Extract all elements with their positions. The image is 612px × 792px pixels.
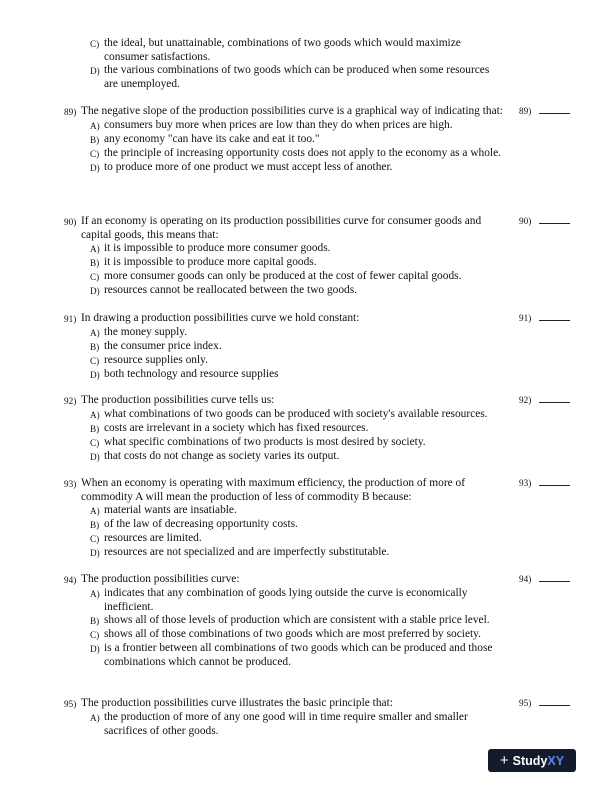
option-letter: C) <box>90 629 100 640</box>
option-letter: D) <box>90 285 100 296</box>
option-item <box>90 408 604 422</box>
option-item <box>90 256 604 270</box>
option-text: more consumer goods can only be produced at the cost of fewer capital goods. <box>104 270 462 283</box>
answer-label: 93) <box>519 478 532 488</box>
option-item <box>90 518 604 532</box>
option-letter: B) <box>90 134 100 145</box>
plus-icon: + <box>499 752 509 769</box>
option-text: the consumer price index. <box>104 340 222 353</box>
question-90 <box>64 215 604 299</box>
question-text: In drawing a production possibilities curve we hold constant: <box>81 312 360 324</box>
option-item <box>90 546 604 560</box>
answer-label: 89) <box>519 106 532 116</box>
question-95 <box>64 697 604 738</box>
option-letter: C) <box>90 271 100 282</box>
answer-line[interactable] <box>539 477 570 486</box>
question-number: 90) <box>64 216 77 227</box>
option-letter: D) <box>90 65 100 76</box>
option-item <box>90 711 604 738</box>
answer-label: 95) <box>519 698 532 708</box>
question-89 <box>64 105 604 175</box>
question-text: The production possibilities curve illustrates the basic principle that: <box>81 697 393 709</box>
option-text: what specific combinations of two products is most desired by society. <box>104 436 426 449</box>
option-item <box>90 37 510 64</box>
option-letter: B) <box>90 615 100 626</box>
option-item <box>90 532 604 546</box>
answer-blank[interactable] <box>519 394 570 405</box>
answer-line[interactable] <box>539 312 570 321</box>
logo-text: Study <box>512 753 548 768</box>
option-item <box>90 242 604 256</box>
option-item <box>90 628 604 642</box>
option-letter: C) <box>90 533 100 544</box>
option-text: what combinations of two goods can be produced with society's available resources. <box>104 408 488 421</box>
option-letter: D) <box>90 643 100 654</box>
question-text: The production possibilities curve tells us: <box>81 394 275 406</box>
option-text: resources are not specialized and are imperfectly substitutable. <box>104 546 390 559</box>
question-number: 94) <box>64 574 77 585</box>
answer-blank[interactable] <box>519 477 570 488</box>
option-text: resources cannot be reallocated between the two goods. <box>104 284 358 297</box>
answer-blank[interactable] <box>519 697 570 708</box>
option-letter: A) <box>90 409 100 420</box>
option-letter: C) <box>90 437 100 448</box>
answer-label: 92) <box>519 395 532 405</box>
option-text: material wants are insatiable. <box>104 504 237 517</box>
option-item <box>90 340 604 354</box>
option-letter: A) <box>90 588 100 599</box>
option-item <box>90 450 604 464</box>
answer-label: 94) <box>519 574 532 584</box>
option-text: shows all of those levels of production which are consistent with a stable price level. <box>104 614 490 627</box>
option-letter: C) <box>90 38 100 49</box>
option-letter: A) <box>90 712 100 723</box>
option-text: the money supply. <box>104 326 188 339</box>
answer-label: 91) <box>519 313 532 323</box>
option-text: the principle of increasing opportunity costs does not apply to the economy as a whole. <box>104 147 501 160</box>
question-number: 95) <box>64 698 77 709</box>
option-item <box>90 161 604 175</box>
option-text: resource supplies only. <box>104 354 208 367</box>
option-text: any economy "can have its cake and eat it too." <box>104 133 320 146</box>
option-text: of the law of decreasing opportunity costs. <box>104 518 298 531</box>
continued-options <box>90 37 510 91</box>
option-text: the ideal, but unattainable, combinations of two goods which would maximize consumer satisfactions. <box>104 37 461 63</box>
option-item <box>90 587 604 614</box>
option-letter: D) <box>90 162 100 173</box>
option-text: consumers buy more when prices are low than they do when prices are high. <box>104 119 453 132</box>
option-text: the production of more of any one good will in time require smaller and smaller sacrifices of other goods. <box>104 711 468 737</box>
answer-blank[interactable] <box>519 312 570 323</box>
option-item <box>90 504 604 518</box>
option-text: to produce more of one product we must accept less of another. <box>104 161 393 174</box>
option-item <box>90 284 604 298</box>
option-letter: B) <box>90 341 100 352</box>
option-letter: C) <box>90 355 100 366</box>
logo-text-accent: XY <box>547 753 565 768</box>
question-text: If an economy is operating on its production possibilities curve for consumer goods and capital goods, this means that: <box>81 215 482 241</box>
option-item <box>90 270 604 284</box>
answer-line[interactable] <box>539 394 570 403</box>
option-text: resources are limited. <box>104 532 202 545</box>
option-letter: B) <box>90 423 100 434</box>
option-text: that costs do not change as society varies its output. <box>104 450 340 463</box>
option-item <box>90 133 604 147</box>
option-item <box>90 64 510 91</box>
option-text: costs are irrelevant in a society which has fixed resources. <box>104 422 369 435</box>
answer-blank[interactable] <box>519 215 570 226</box>
option-text: it is impossible to produce more consumer goods. <box>104 242 331 255</box>
option-letter: A) <box>90 243 100 254</box>
question-number: 93) <box>64 478 77 489</box>
option-letter: C) <box>90 148 100 159</box>
question-92 <box>64 394 604 464</box>
option-text: is a frontier between all combinations of two goods which can be produced and those combinations which cannot be produced. <box>104 642 493 669</box>
answer-blank[interactable] <box>519 573 570 584</box>
option-item <box>90 354 604 368</box>
option-letter: D) <box>90 547 100 558</box>
answer-line[interactable] <box>539 215 570 224</box>
option-item <box>90 436 604 450</box>
option-text: indicates that any combination of goods lying outside the curve is economically inefficient. <box>104 587 468 613</box>
option-item <box>90 326 604 340</box>
option-text: the various combinations of two goods which can be produced when some resources are unemployed. <box>104 64 490 90</box>
question-number: 92) <box>64 395 77 406</box>
option-letter: D) <box>90 369 100 380</box>
option-letter: A) <box>90 505 100 516</box>
question-94 <box>64 573 604 670</box>
question-text: The negative slope of the production possibilities curve is a graphical way of indicating that: <box>81 105 503 117</box>
answer-line[interactable] <box>539 105 570 114</box>
option-text: both technology and resource supplies <box>104 368 279 381</box>
option-item <box>90 422 604 436</box>
question-number: 91) <box>64 313 77 324</box>
answer-line[interactable] <box>539 573 570 582</box>
option-item <box>90 119 604 133</box>
answer-blank[interactable] <box>519 105 570 116</box>
option-item <box>90 614 604 628</box>
option-text: it is impossible to produce more capital goods. <box>104 256 317 269</box>
option-letter: B) <box>90 257 100 268</box>
question-93 <box>64 477 604 561</box>
question-number: 89) <box>64 106 77 117</box>
option-letter: A) <box>90 327 100 338</box>
answer-line[interactable] <box>539 697 570 706</box>
option-text: shows all of those combinations of two goods which are most preferred by society. <box>104 628 481 641</box>
option-letter: B) <box>90 519 100 530</box>
studyxy-logo[interactable] <box>488 749 576 772</box>
option-letter: A) <box>90 120 100 131</box>
option-letter: D) <box>90 451 100 462</box>
option-item <box>90 147 604 161</box>
option-item <box>90 642 604 669</box>
question-91 <box>64 312 604 382</box>
question-text: The production possibilities curve: <box>81 573 240 585</box>
answer-label: 90) <box>519 216 532 226</box>
question-text: When an economy is operating with maximum efficiency, the production of more of commodity A will mean the production of less of commodity B because: <box>81 477 466 503</box>
option-item <box>90 368 604 382</box>
